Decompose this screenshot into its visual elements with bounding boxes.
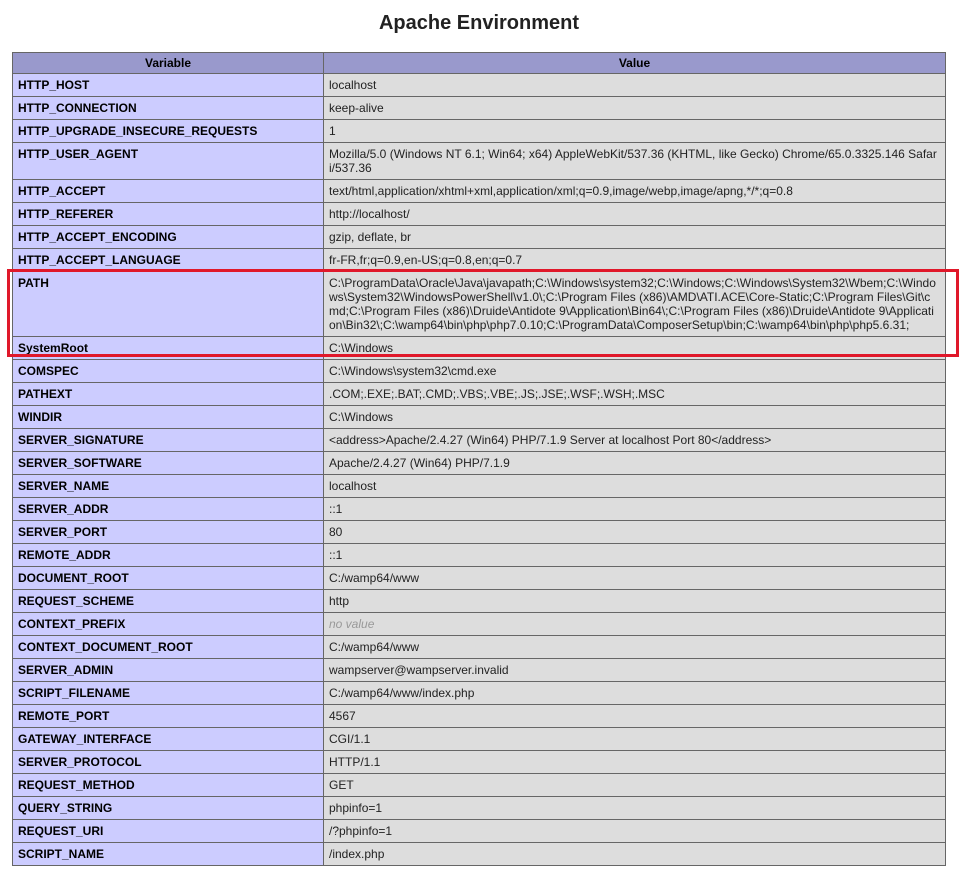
variable-value-cell: <address>Apache/2.4.27 (Win64) PHP/7.1.9 Server at localhost Port 80</address> xyxy=(324,429,946,452)
variable-name-cell: WINDIR xyxy=(13,406,324,429)
variable-name-cell: SCRIPT_NAME xyxy=(13,843,324,866)
table-row xyxy=(13,249,946,272)
variable-name-cell: SERVER_ADMIN xyxy=(13,659,324,682)
variable-value-cell: Mozilla/5.0 (Windows NT 6.1; Win64; x64) AppleWebKit/537.36 (KHTML, like Gecko) Chrome/65.0.3325.146 Safari/537.36 xyxy=(324,143,946,180)
variable-value-cell: C:/wamp64/www xyxy=(324,636,946,659)
table-row xyxy=(13,682,946,705)
table-row xyxy=(13,843,946,866)
table-row xyxy=(13,203,946,226)
variable-name-cell: SERVER_SIGNATURE xyxy=(13,429,324,452)
table-row xyxy=(13,705,946,728)
variable-name-cell: REMOTE_ADDR xyxy=(13,544,324,567)
variable-value-cell: C:/wamp64/www xyxy=(324,567,946,590)
variable-value-cell: 1 xyxy=(324,120,946,143)
table-row xyxy=(13,452,946,475)
table-header-row xyxy=(13,53,946,74)
variable-value-cell: keep-alive xyxy=(324,97,946,120)
table-row xyxy=(13,613,946,636)
variable-value-cell: localhost xyxy=(324,74,946,97)
variable-value-cell: /index.php xyxy=(324,843,946,866)
variable-name-cell: DOCUMENT_ROOT xyxy=(13,567,324,590)
variable-name-cell: CONTEXT_PREFIX xyxy=(13,613,324,636)
table-row xyxy=(13,636,946,659)
variable-name-cell: QUERY_STRING xyxy=(13,797,324,820)
table-row xyxy=(13,498,946,521)
variable-value-cell: gzip, deflate, br xyxy=(324,226,946,249)
variable-name-cell: REMOTE_PORT xyxy=(13,705,324,728)
table-row xyxy=(13,180,946,203)
variable-name-cell: CONTEXT_DOCUMENT_ROOT xyxy=(13,636,324,659)
variable-value-cell: C:\Windows\system32\cmd.exe xyxy=(324,360,946,383)
variable-name-cell: HTTP_HOST xyxy=(13,74,324,97)
table-row xyxy=(13,74,946,97)
variable-name-cell: SERVER_SOFTWARE xyxy=(13,452,324,475)
variable-name-cell: HTTP_USER_AGENT xyxy=(13,143,324,180)
variable-name-cell: HTTP_CONNECTION xyxy=(13,97,324,120)
variable-value-cell: C:/wamp64/www/index.php xyxy=(324,682,946,705)
variable-name-cell: HTTP_ACCEPT_LANGUAGE xyxy=(13,249,324,272)
table-row xyxy=(13,567,946,590)
variable-name-cell: REQUEST_URI xyxy=(13,820,324,843)
table-row xyxy=(13,590,946,613)
variable-value-cell: /?phpinfo=1 xyxy=(324,820,946,843)
variable-column-header: Variable xyxy=(13,53,324,74)
variable-name-cell: PATHEXT xyxy=(13,383,324,406)
table-row xyxy=(13,383,946,406)
variable-value-cell: .COM;.EXE;.BAT;.CMD;.VBS;.VBE;.JS;.JSE;.WSF;.WSH;.MSC xyxy=(324,383,946,406)
variable-name-cell: GATEWAY_INTERFACE xyxy=(13,728,324,751)
variable-value-cell: localhost xyxy=(324,475,946,498)
table-row xyxy=(13,521,946,544)
page-title: Apache Environment xyxy=(378,12,580,34)
variable-value-cell: GET xyxy=(324,774,946,797)
table-row xyxy=(13,820,946,843)
variable-name-cell: HTTP_REFERER xyxy=(13,203,324,226)
variable-name-cell: COMSPEC xyxy=(13,360,324,383)
variable-name-cell: SERVER_ADDR xyxy=(13,498,324,521)
table-row xyxy=(13,797,946,820)
apache-environment-table xyxy=(12,52,946,866)
table-row xyxy=(13,544,946,567)
variable-value-cell: no value xyxy=(324,613,946,636)
variable-name-cell: PATH xyxy=(13,272,324,337)
variable-name-cell: SERVER_PORT xyxy=(13,521,324,544)
table-row xyxy=(13,774,946,797)
variable-value-cell: fr-FR,fr;q=0.9,en-US;q=0.8,en;q=0.7 xyxy=(324,249,946,272)
variable-value-cell: 80 xyxy=(324,521,946,544)
table-row xyxy=(13,360,946,383)
table-row xyxy=(13,272,946,337)
value-column-header: Value xyxy=(324,53,946,74)
table-row xyxy=(13,226,946,249)
table-row xyxy=(13,659,946,682)
variable-name-cell: HTTP_ACCEPT_ENCODING xyxy=(13,226,324,249)
variable-value-cell: ::1 xyxy=(324,498,946,521)
variable-name-cell: SERVER_PROTOCOL xyxy=(13,751,324,774)
variable-value-cell: http://localhost/ xyxy=(324,203,946,226)
variable-value-cell: text/html,application/xhtml+xml,application/xml;q=0.9,image/webp,image/apng,*/*;q=0.8 xyxy=(324,180,946,203)
variable-value-cell: Apache/2.4.27 (Win64) PHP/7.1.9 xyxy=(324,452,946,475)
table-row xyxy=(13,475,946,498)
variable-name-cell: REQUEST_METHOD xyxy=(13,774,324,797)
variable-name-cell: HTTP_ACCEPT xyxy=(13,180,324,203)
table-row xyxy=(13,751,946,774)
variable-name-cell: SCRIPT_FILENAME xyxy=(13,682,324,705)
variable-value-cell: http xyxy=(324,590,946,613)
table-row xyxy=(13,406,946,429)
table-row xyxy=(13,143,946,180)
variable-name-cell: SystemRoot xyxy=(13,337,324,360)
variable-value-cell: C:\Windows xyxy=(324,337,946,360)
variable-value-cell: HTTP/1.1 xyxy=(324,751,946,774)
variable-value-cell: CGI/1.1 xyxy=(324,728,946,751)
variable-name-cell: REQUEST_SCHEME xyxy=(13,590,324,613)
variable-name-cell: HTTP_UPGRADE_INSECURE_REQUESTS xyxy=(13,120,324,143)
variable-value-cell: ::1 xyxy=(324,544,946,567)
variable-value-cell: phpinfo=1 xyxy=(324,797,946,820)
variable-value-cell: 4567 xyxy=(324,705,946,728)
variable-value-cell: C:\ProgramData\Oracle\Java\javapath;C:\Windows\system32;C:\Windows;C:\Windows\System32\Wbem;C:\Windows\System32\WindowsPowerShell\v1.0\;C:\Program Files (x86)\AMD\ATI.ACE\Core-Static;C:\Program Files\Git\cmd;C:\Program Files (x86)\Druide\Antidote 9\Application\Bin64\;C:\Program Files (x86)\Druide\Antidote 9\Application\Bin32\;C:\wamp64\bin\php\php7.0.10;C:\ProgramData\ComposerSetup\bin;C:\wamp64\bin\php\php5.6.31; xyxy=(324,272,946,337)
table-row xyxy=(13,728,946,751)
variable-value-cell: wampserver@wampserver.invalid xyxy=(324,659,946,682)
table-row xyxy=(13,337,946,360)
table-body xyxy=(13,74,946,866)
table-row xyxy=(13,120,946,143)
table-row xyxy=(13,97,946,120)
variable-name-cell: SERVER_NAME xyxy=(13,475,324,498)
variable-value-cell: C:\Windows xyxy=(324,406,946,429)
table-row xyxy=(13,429,946,452)
